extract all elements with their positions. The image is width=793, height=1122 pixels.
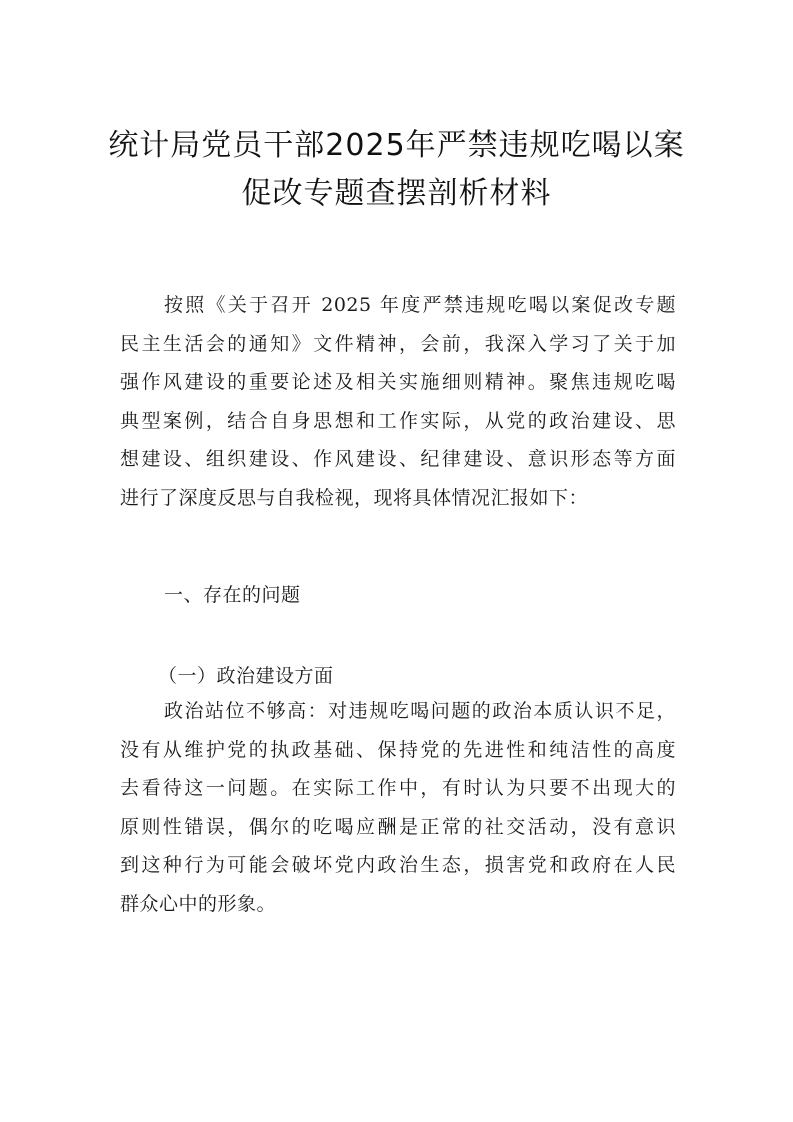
political-line: 到这种行为可能会破坏党内政治生态，损害党和政府在人民 (120, 854, 676, 876)
document-title-line-1: 统计局党员干部2025年严禁违规吃喝以案 (108, 128, 685, 163)
political-line: 群众心中的形象。 (120, 892, 277, 915)
intro-paragraph (120, 286, 676, 517)
political-line: 没有从维护党的执政基础、保持党的先进性和纯洁性的高度 (120, 738, 676, 761)
political-line: 原则性错误，偶尔的吃喝应酬是正常的社交活动，没有意识 (120, 815, 676, 838)
subsection-heading-political: （一）政治建设方面 (158, 665, 334, 687)
political-line: 政治站位不够高：对违规吃喝问题的政治本质认识不足， (164, 700, 676, 722)
intro-line: 民主生活会的通知》文件精神，会前，我深入学习了关于加 (120, 332, 676, 355)
intro-line: 强作风建设的重要论述及相关实施细则精神。聚焦违规吃喝 (120, 371, 676, 393)
document-title-line-2: 促改专题查摆剖析材料 (241, 176, 552, 211)
intro-line: 想建设、组织建设、作风建设、纪律建设、意识形态等方面 (120, 448, 676, 470)
intro-line: 按照《关于召开 2025 年度严禁违规吃喝以案促改专题 (164, 294, 676, 316)
intro-line: 进行了深度反思与自我检视，现将具体情况汇报如下： (120, 486, 589, 509)
political-line: 去看待这一问题。在实际工作中，有时认为只要不出现大的 (120, 777, 676, 799)
section-heading-problems: 一、存在的问题 (164, 584, 301, 606)
political-paragraph (120, 692, 676, 923)
intro-line: 典型案例，结合自身思想和工作实际，从党的政治建设、思 (120, 409, 676, 432)
